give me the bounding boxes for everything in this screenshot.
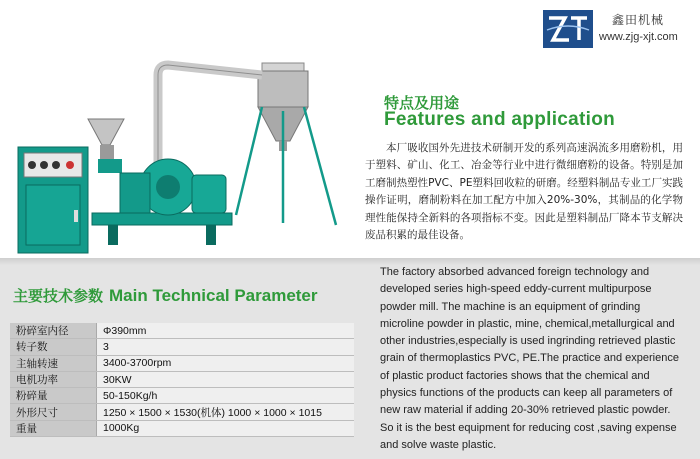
param-value: 1250 × 1500 × 1530(机体) 1000 × 1000 × 1015 [97,404,355,420]
param-value: 3 [97,339,355,355]
table-row [10,388,354,404]
table-row [10,355,354,371]
parameter-title [13,285,318,306]
param-value: 30KW [97,371,355,387]
param-label: 电机功率 [10,371,97,387]
table-row [10,323,354,339]
brand-url: www.zjg-xjt.com [599,31,678,43]
param-label: 转子数 [10,339,97,355]
parameter-title-en: Main Technical Parameter [109,286,318,305]
table-row [10,404,354,420]
table-row [10,420,354,436]
table-row [10,371,354,387]
features-title-en: Features and application [384,109,616,130]
description-en: The factory absorbed advanced foreign technology and developed series high-speed eddy-current multipurpose powder mill. The machine is an equipment of grinding microline powder in plastic, mine, chemical,metallurgical and other industries,especially is used ingrinding retrieved plastic grain of thermoplastics PVC, PE.The practice and experience of plastic product factories shows that the chemical and physics functions of the products can keep all parameters of new raw material if adding 20-30% retrieved plastic powder. So it is the best equipment for reducing cost ,saving expense and solve waste plastic. [380,266,679,451]
param-label: 粉碎室内径 [10,323,97,339]
param-value: 50-150Kg/h [97,388,355,404]
features-body-cn: 本厂吸收国外先进技术研制开发的系列高速涡流多用磨粉机，用于塑料、矿山、化工、冶金等行业中进行微细磨粉的设备。特别是加工磨制热塑性PVC、PE塑料回收粒的研磨。经塑料制品专业工厂实践操作证明，磨制粉料在加工配方中加入20%-30%，其制品的化学物理性能保持全新料的各项指标不变。因此是塑料制品厂降本节支解决废品积累的最佳设备。 [365,142,683,242]
features-title-cn: 特点及用途 [384,94,460,112]
param-label: 重量 [10,420,97,436]
param-label: 外形尺寸 [10,404,97,420]
table-row [10,339,354,355]
parameter-table [10,323,354,437]
company-logo [543,10,593,48]
air-duct [158,65,262,165]
logo-mark-icon [543,10,593,48]
cyclone-collector [236,63,336,225]
feed-hopper [88,119,124,173]
parameter-title-cn: 主要技术参数 [13,287,104,305]
powder-mill-illustration [0,55,345,260]
param-value: Φ390mm [97,323,355,339]
param-value: 1000Kg [97,420,355,436]
control-cabinet [18,147,88,253]
param-label: 粉碎量 [10,388,97,404]
brand-name: 鑫田机械 [612,13,665,27]
param-label: 主轴转速 [10,355,97,371]
param-value: 3400-3700rpm [97,355,355,371]
